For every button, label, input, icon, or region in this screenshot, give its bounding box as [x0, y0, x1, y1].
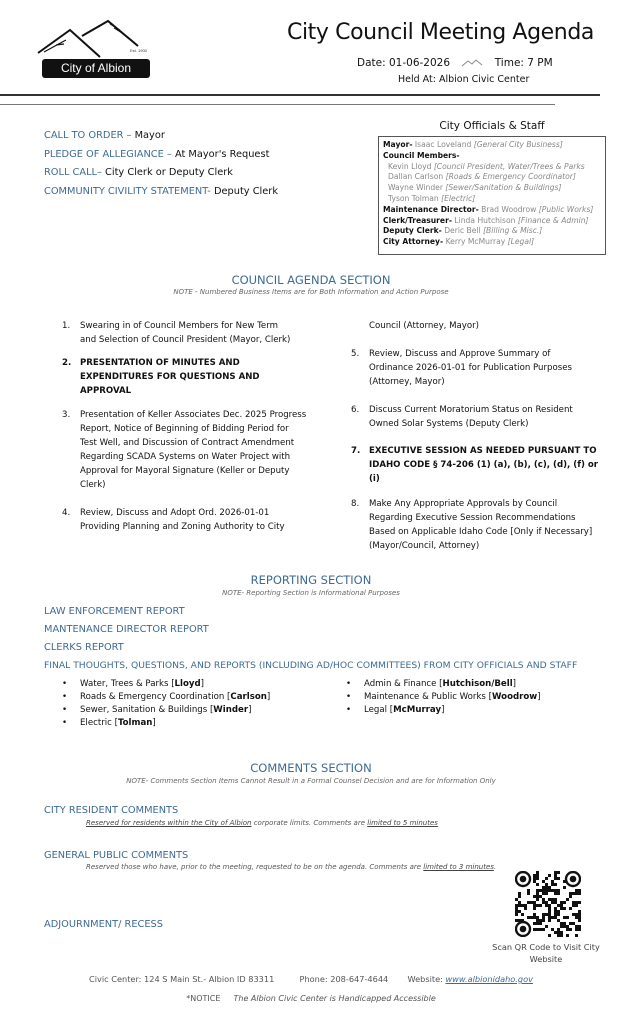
opening-item-roll-call: ROLL CALL– City Clerk or Deputy Clerk [44, 167, 233, 178]
public-comments-heading: GENERAL PUBLIC COMMENTS [44, 850, 189, 861]
report-bullet-item: • Sewer, Sanitation & Buildings [Winder] [62, 705, 252, 715]
mountain-logo-icon [36, 18, 156, 63]
logo-city-name: City of Albion [42, 59, 150, 78]
opening-item-civility: COMMUNITY CIVILITY STATEMENT- Deputy Clerk [44, 185, 278, 197]
agenda-item-number: 1. [62, 321, 71, 331]
comments-section-note: NOTE- Comments Section Items Cannot Result in a Formal Counsel Decision and are for Information Only [126, 777, 496, 785]
council-label: Council Members- [383, 150, 460, 160]
agenda-item-number: 4. [62, 508, 71, 518]
report-final-thoughts: FINAL THOUGHTS, QUESTIONS, AND REPORTS (INCLUDING AD/HOC COMMITTEES) FROM CITY OFFICIALS AND STAFF [44, 660, 578, 671]
report-bullet-item: • Electric [Tolman] [62, 718, 156, 728]
opening-items [44, 127, 278, 201]
meeting-date-time [357, 57, 553, 69]
meeting-location: Held At: Albion Civic Center [398, 74, 530, 85]
report-law-enforcement: LAW ENFORCEMENT REPORT [44, 606, 185, 617]
agenda-item-text: Presentation of Keller Associates Dec. 2025 Progress Report, Notice of Beginning of Bidding Period for Test Well, and Discussion of Contract Amendment Regarding SCADA Systems on Water Project with Approval for Mayoral Signature (Keller or Deputy Clerk) [80, 410, 307, 490]
header-divider [0, 94, 600, 96]
council-member: Kevin Lloyd [Council President, Water/Trees & Parks [388, 161, 585, 171]
qr-caption: Scan QR Code to Visit City Website [492, 942, 600, 964]
bullet-icon: • [346, 705, 352, 715]
resident-comments-heading: CITY RESIDENT COMMENTS [44, 805, 179, 816]
agenda-item-number: 5. [351, 349, 360, 359]
page-title: City Council Meeting Agenda [287, 20, 594, 45]
meeting-date: 01-06-2026 [388, 57, 451, 69]
reporting-section-heading: REPORTING SECTION [250, 573, 372, 587]
opening-item-pledge: PLEDGE OF ALLEGIANCE – At Mayor's Request [44, 148, 270, 160]
agenda-item-text: EXECUTIVE SESSION AS NEEDED PURSUANT TO IDAHO CODE § 74-206 (1) (a), (b), (c), (d), (f) or (i) [369, 446, 599, 484]
header-divider-secondary [0, 104, 555, 105]
staff-member: City Attorney- Kerry McMurray [Legal] [383, 237, 535, 247]
reporting-section-note: NOTE- Reporting Section is Informational Purposes [222, 589, 400, 597]
bullet-icon: • [62, 705, 68, 715]
public-comments-note: Reserved those who have, prior to the meeting, requested to be on the agenda. Comments are limited to 3 minutes. [86, 863, 497, 871]
council-member: Dallan Carlson [Roads & Emergency Coordinator] [388, 172, 576, 182]
agenda-item-text: Review, Discuss and Approve Summary of Ordinance 2026-01-01 for Publication Purposes (Attorney, Mayor) [369, 349, 572, 387]
qr-code-icon[interactable] [515, 871, 581, 937]
agenda-item-number: 8. [351, 499, 360, 509]
agenda-item-text: Discuss Current Moratorium Status on Resident Owned Solar Systems (Deputy Clerk) [369, 405, 573, 429]
notice-text: The Albion Civic Center is Handicapped Accessible [233, 994, 436, 1003]
bullet-icon: • [62, 692, 68, 702]
footer-notice [0, 994, 622, 1003]
report-maintenance-director: MANTENANCE DIRECTOR REPORT [44, 624, 209, 635]
adjournment-heading: ADJOURNMENT/ RECESS [44, 919, 163, 930]
mountain-separator-icon [461, 59, 483, 67]
city-logo [36, 18, 156, 78]
report-bullet-item: • Maintenance & Public Works [Woodrow] [346, 692, 541, 702]
agenda-item-number: 6. [351, 405, 360, 415]
staff-member: Maintenance Director- Brad Woodrow [Public Works] [383, 204, 594, 214]
agenda-item-number: 7. [351, 446, 361, 456]
report-bullet-item: • Roads & Emergency Coordination [Carlson] [62, 692, 271, 702]
council-section-heading: COUNCIL AGENDA SECTION [231, 273, 391, 287]
agenda-item-text: Review, Discuss and Adopt Ord. 2026-01-01 Providing Planning and Zoning Authority to City [80, 508, 285, 532]
footer-website-label: Website: [407, 974, 446, 984]
council-member: Tyson Tolman [Electric] [388, 193, 476, 203]
opening-item-call-to-order: CALL TO ORDER – Mayor [44, 130, 165, 141]
footer-website-link[interactable]: www.albionidaho.gov [445, 974, 533, 984]
agenda-item-text: Council (Attorney, Mayor) [369, 321, 480, 331]
date-label: Date: [357, 57, 386, 69]
staff-member: Deputy Clerk- Deric Bell [Billing & Misc.] [383, 226, 543, 236]
staff-member: Clerk/Treasurer- Linda Hutchison [Finance & Admin] [383, 215, 589, 225]
bullet-icon: • [62, 718, 68, 728]
agenda-item-number: 2. [62, 358, 72, 368]
report-bullets-right [346, 678, 541, 717]
official-mayor: Mayor- Isaac Loveland [General City Business] [383, 140, 563, 149]
officials-box [378, 136, 606, 255]
bullet-icon: • [346, 679, 352, 689]
time-label: Time: [494, 57, 524, 69]
meeting-time: 7 PM [527, 57, 553, 69]
report-bullet-item: • Water, Trees & Parks [Lloyd] [62, 679, 204, 689]
report-bullet-item: • Admin & Finance [Hutchison/Bell] [346, 679, 516, 689]
comments-section-heading: COMMENTS SECTION [250, 761, 372, 775]
report-bullet-item: • Legal [McMurray] [346, 705, 445, 715]
council-member: Wayne Winder [Sewer/Sanitation & Buildings] [388, 183, 562, 193]
footer-contact [0, 974, 622, 984]
notice-label: *NOTICE [186, 994, 221, 1003]
agenda-item-text: Make Any Appropriate Approvals by Council Regarding Executive Session Recommendations Based on Applicable Idaho Code [Only if Necessary] (Mayor/Council, Attorney) [369, 499, 593, 551]
footer-address: Civic Center: 124 S Main St.- Albion ID 83311 [89, 974, 275, 984]
agenda-item-text: PRESENTATION OF MINUTES AND EXPENDITURES FOR QUESTIONS AND APPROVAL [80, 358, 260, 396]
agenda-item-number: 3. [62, 410, 71, 420]
agenda-item-text: Swearing in of Council Members for New Term and Selection of Council President (Mayor, Clerk) [80, 321, 291, 345]
officials-title: City Officials & Staff [439, 120, 545, 132]
bullet-icon: • [62, 679, 68, 689]
bullet-icon: • [346, 692, 352, 702]
resident-comments-note: Reserved for residents within the City of Albion corporate limits. Comments are limited to 5 minutes [86, 819, 438, 827]
report-clerks: CLERKS REPORT [44, 642, 124, 653]
council-section-note: NOTE - Numbered Business Items are for Both Information and Action Purpose [173, 288, 449, 296]
report-bullets-left [62, 678, 270, 730]
logo-established: Est. 1900 [130, 48, 147, 53]
footer-phone: Phone: 208-647-4644 [299, 974, 389, 984]
